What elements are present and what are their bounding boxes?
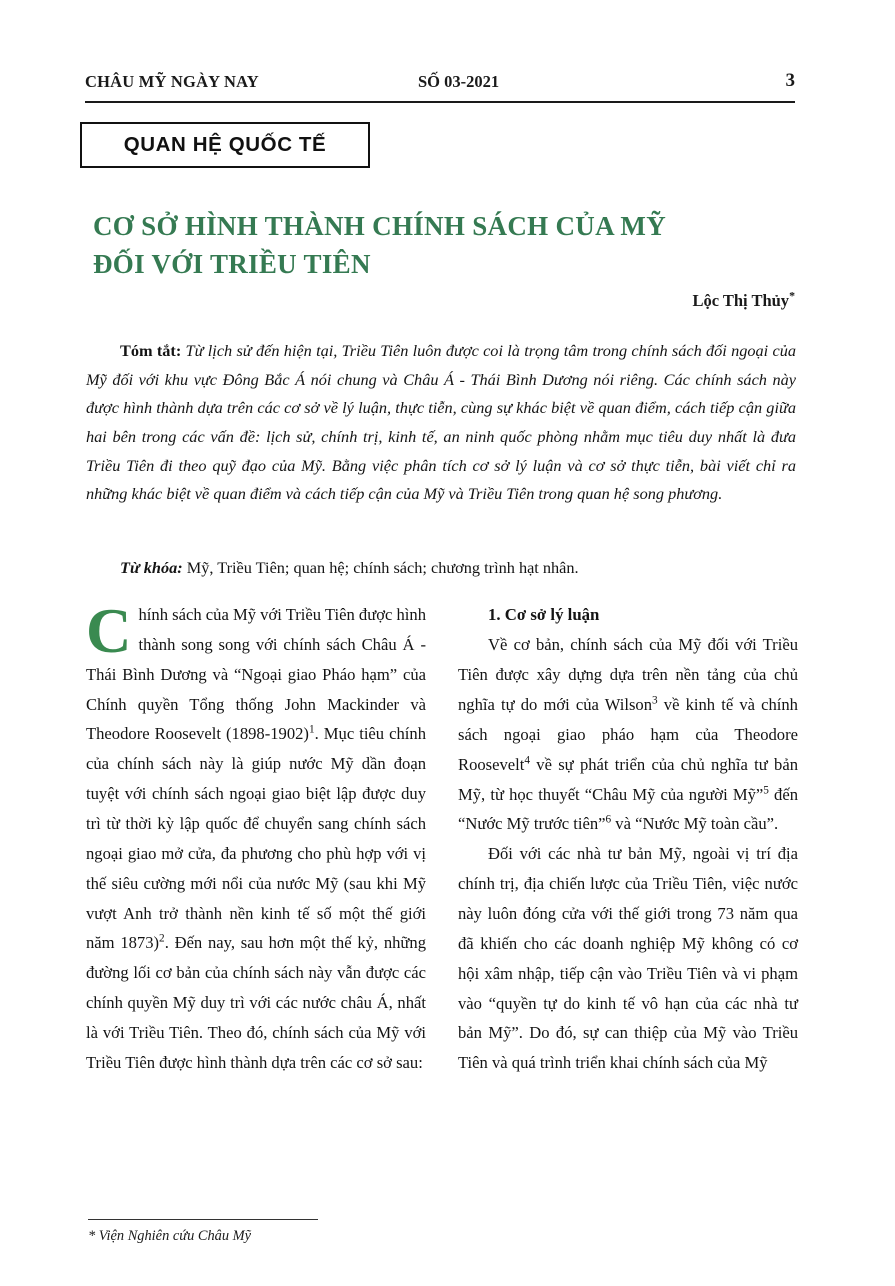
right-column-paragraph-1 [458,630,798,839]
left-column [86,596,427,1078]
keywords-text: Mỹ, Triều Tiên; quan hệ; chính sách; chương trình hạt nhân. [182,558,579,577]
abstract-text: Từ lịch sử đến hiện tại, Triều Tiên luôn được coi là trọng tâm trong chính sách đối ngoại của Mỹ đối với khu vực Đông Bắc Á nói chung và Châu Á - Thái Bình Dương nói riêng. Các chính sách này được hình thành dựa trên các cơ sở về lý luận, thực tiễn, cùng sự khác biệt về quan điểm, cách tiếp cận giữa hai bên trong các vấn đề: lịch sử, chính trị, kinh tế, an ninh quốc phòng nhằm mục tiêu duy nhất là đưa Triều Tiên đi theo quỹ đạo của Mỹ. Bằng việc phân tích cơ sở lý luận và cơ sở thực tiễn, bài viết chỉ ra những khác biệt về quan điểm và cách tiếp cận của Mỹ và Triều Tiên trong quan hệ song phương. [86,341,796,504]
article-title-line-2: ĐỐI VỚI TRIỀU TIÊN [93,249,371,280]
right-column-paragraph-2: Đối với các nhà tư bản Mỹ, ngoài vị trí địa chính trị, địa chiến lược của Triều Tiên, việc nước này luôn đóng cửa với thế giới trong 73 năm qua đã khiến cho các doanh nghiệp Mỹ không có cơ hội xâm nhập, tiếp cận vào Triều Tiên và vi phạm vào “quyền tự do kinh tế vô hạn của các nhà tư bản Mỹ”. Do đó, sự can thiệp của Mỹ vào Triều Tiên và quá trình triển khai chính sách của Mỹ [458,844,798,1073]
issue-number: SỐ 03-2021 [418,72,500,91]
section-label-box [80,122,370,168]
abstract [86,337,796,509]
footnote-ref-2: 2 [159,932,165,945]
left-para-part-2: . Mục tiêu chính của chính sách này là giúp nước Mỹ dần đoạn tuyệt với chính sách ngoại giao biệt lập được duy trì từ thời kỳ lập quốc để chuyển sang chính sách ngoại giao mở cửa, đa phương cho phù hợp với vị thế siêu cường mới nổi của nước Mỹ (sau khi Mỹ vượt Anh trở thành nền kinh tế số một thế giới năm 1873) [86,724,426,953]
footnote-divider [88,1219,318,1220]
left-para-part-1: hính sách của Mỹ với Triều Tiên được hình thành song song với chính sách Châu Á - Thái Bình Dương và “Ngoại giao Pháo hạm” của Chính quyền Tổng thống John Mackinder và Theodore Roosevelt (1898-1902) [86,605,426,744]
footnote-ref-6: 6 [605,813,612,826]
footnote-ref-3: 3 [652,694,658,707]
footnote-affiliation: * Viện Nghiên cứu Châu Mỹ [88,1228,252,1244]
right-column-subheading: 1. Cơ sở lý luận [488,605,600,624]
drop-cap: C [86,596,132,666]
abstract-label: Tóm tắt: [120,341,182,360]
author-byline [692,288,795,311]
left-para-part-3: . Đến nay, sau hơn một thế kỷ, những đường lối cơ bản của chính sách này vẫn được các chính quyền Mỹ duy trì với các nước châu Á, nhất là với Triều Tiên. Theo đó, chính sách của Mỹ với Triều Tiên được hình thành dựa trên các cơ sở sau: [86,933,427,1072]
right-para1-part-d: đến “Nước Mỹ trước tiên” [458,784,798,834]
keywords-label: Từ khóa: [120,558,183,577]
author-footnote-marker: * [789,288,795,303]
right-para1-part-a: Về cơ bản, chính sách của Mỹ đối với Triều Tiên được xây dựng dựa trên nền tảng của chủ nghĩa tự do mới của Wilson [458,635,798,714]
author-name: Lộc Thị Thủy [692,291,790,310]
article-title [93,207,783,284]
article-title-line-1: CƠ SỞ HÌNH THÀNH CHÍNH SÁCH CỦA MỸ [93,211,667,242]
footnote-ref-4: 4 [524,754,531,767]
footnote-ref-5: 5 [763,784,769,796]
right-para1-part-b: về kinh tế và chính sách ngoại giao pháo hạm của Theodore Roosevelt [458,694,798,774]
section-label-text: QUAN HỆ QUỐC TẾ [123,133,327,156]
running-head [85,72,795,102]
header-divider [85,101,795,103]
journal-name: CHÂU MỸ NGÀY NAY [85,72,259,91]
keywords [86,554,796,583]
page-number: 3 [785,70,795,91]
right-para1-part-c: về sự phát triển của chủ nghĩa tư bản Mỹ, từ học thuyết “Châu Mỹ của người Mỹ” [458,754,798,804]
right-column [458,600,798,1078]
footnote-ref-1: 1 [308,723,315,736]
right-para1-part-e: và “Nước Mỹ toàn cầu”. [611,814,779,834]
body-columns [86,596,798,1180]
left-column-paragraph-1 [86,596,427,1078]
